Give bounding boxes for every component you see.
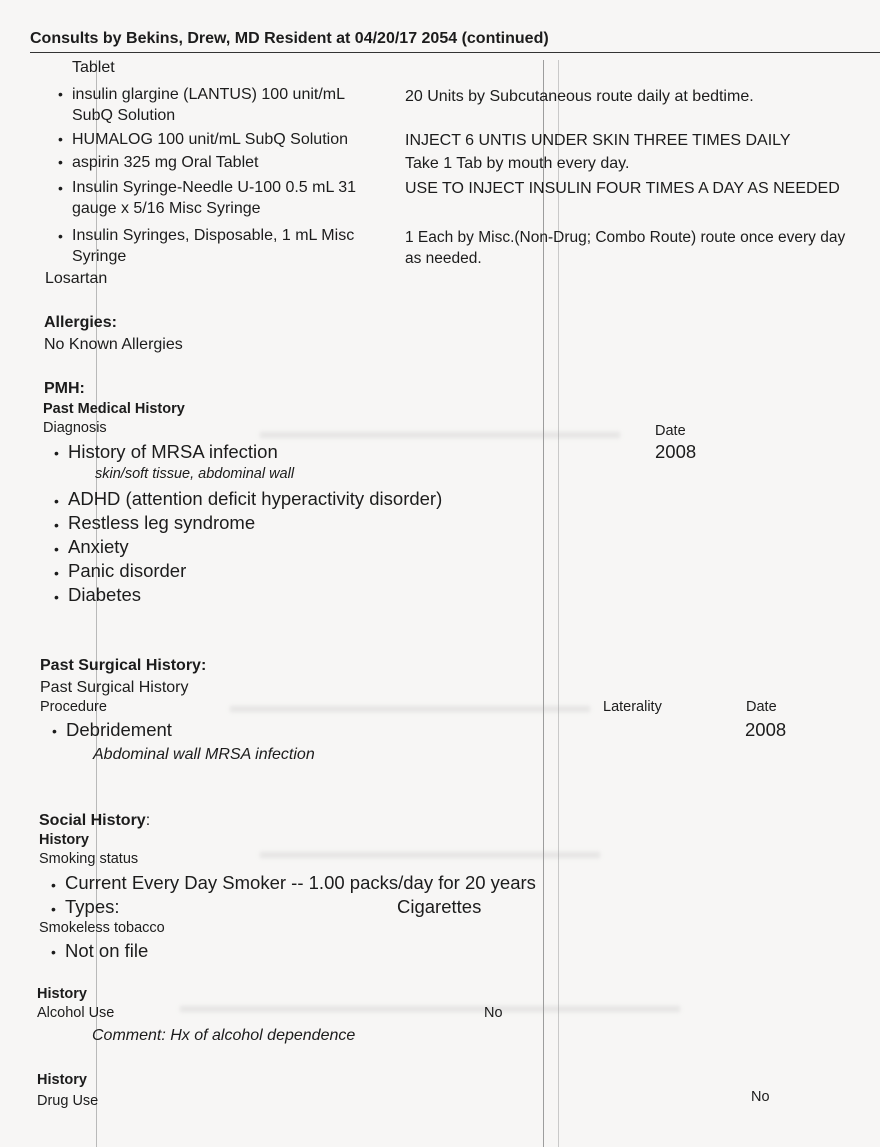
social-history-label: History [39, 832, 89, 848]
smoking-status-label: Smoking status [39, 851, 139, 867]
bullet-icon: • [54, 589, 59, 605]
bullet-icon: • [58, 131, 63, 147]
drug-use-value: No [751, 1089, 770, 1105]
bullet-icon: • [58, 154, 63, 170]
psh-subheading: Past Surgical History [40, 679, 189, 696]
pmh-item-mrsa-date: 2008 [655, 441, 697, 462]
pmh-heading: PMH: [44, 380, 85, 397]
medication-sig-syringes-disposable: 1 Each by Misc.(Non-Drug; Combo Route) route once every day as needed. [405, 229, 846, 267]
alcohol-use-comment: Comment: Hx of alcohol dependence [92, 1027, 356, 1044]
bullet-icon: • [54, 445, 59, 461]
scan-smudge [260, 432, 620, 438]
scan-fold-line [543, 60, 544, 1147]
bullet-icon: • [54, 541, 59, 557]
medication-sig-syringe-needle: USE TO INJECT INSULIN FOUR TIMES A DAY AS NEEDED [405, 180, 840, 197]
smoking-item-types-value: Cigarettes [397, 896, 482, 917]
pmh-item-mrsa: History of MRSA infection [68, 441, 278, 462]
medication-name-syringe-needle: Insulin Syringe-Needle U-100 0.5 mL 31 gauge x 5/16 Misc Syringe [72, 179, 357, 217]
bullet-icon: • [51, 877, 56, 893]
allergies-heading: Allergies: [44, 314, 117, 331]
bullet-icon: • [51, 944, 56, 960]
bullet-icon: • [54, 493, 59, 509]
medication-sig-lantus: 20 Units by Subcutaneous route daily at bedtime. [405, 88, 754, 105]
bullet-icon: • [51, 901, 56, 917]
smokeless-item: Not on file [65, 940, 149, 961]
psh-date-column-header: Date [746, 699, 777, 715]
scan-smudge [230, 706, 590, 712]
psh-item-debridement-comment: Abdominal wall MRSA infection [93, 746, 315, 763]
medication-extra: Losartan [45, 270, 108, 287]
smoking-item-current: Current Every Day Smoker -- 1.00 packs/day for 20 years [65, 872, 536, 893]
pmh-date-column-header: Date [655, 423, 686, 439]
scan-smudge [180, 1006, 680, 1012]
pmh-item-anxiety: Anxiety [68, 536, 129, 557]
medication-name-humalog: HUMALOG 100 unit/mL SubQ Solution [72, 131, 348, 148]
bullet-icon: • [52, 723, 57, 739]
header-title: Consults by Bekins, Drew, MD Resident at 04/20/17 2054 (continued) [30, 30, 549, 47]
medication-continued-text: Tablet [72, 59, 115, 76]
pmh-item-mrsa-comment: skin/soft tissue, abdominal wall [95, 466, 295, 482]
psh-item-debridement-date: 2008 [745, 719, 787, 740]
psh-heading: Past Surgical History: [40, 657, 207, 674]
pmh-subheading: Past Medical History [43, 401, 185, 417]
drug-use-label: Drug Use [37, 1093, 99, 1109]
pmh-item-panic: Panic disorder [68, 560, 187, 581]
psh-item-debridement: Debridement [66, 719, 172, 740]
psh-procedure-column-header: Procedure [40, 699, 107, 715]
medication-name-aspirin: aspirin 325 mg Oral Tablet [72, 154, 259, 171]
scan-smudge [260, 852, 600, 858]
bullet-icon: • [54, 565, 59, 581]
alcohol-history-label: History [37, 986, 87, 1002]
medication-name-syringes-disposable: Insulin Syringes, Disposable, 1 mL Misc Syringe [72, 227, 355, 265]
drug-history-label: History [37, 1072, 87, 1088]
social-history-heading: Social History: [39, 812, 151, 829]
pmh-item-restless-leg: Restless leg syndrome [68, 512, 256, 533]
smokeless-tobacco-label: Smokeless tobacco [39, 920, 165, 936]
pmh-item-diabetes: Diabetes [68, 584, 142, 605]
scan-fold-line [558, 60, 559, 1147]
allergies-value: No Known Allergies [44, 336, 183, 353]
medication-sig-aspirin: Take 1 Tab by mouth every day. [405, 155, 630, 172]
bullet-icon: • [58, 228, 63, 244]
medication-name-lantus: insulin glargine (LANTUS) 100 unit/mL SubQ Solution [72, 86, 346, 124]
pmh-item-adhd: ADHD (attention deficit hyperactivity disorder) [68, 488, 443, 509]
bullet-icon: • [58, 180, 63, 196]
pmh-diagnosis-column-header: Diagnosis [43, 420, 107, 436]
alcohol-use-label: Alcohol Use [37, 1005, 115, 1021]
bullet-icon: • [58, 86, 63, 102]
medication-sig-humalog: INJECT 6 UNTIS UNDER SKIN THREE TIMES DAILY [405, 132, 791, 149]
alcohol-use-value: No [484, 1005, 503, 1021]
psh-laterality-column-header: Laterality [603, 699, 662, 715]
bullet-icon: • [54, 517, 59, 533]
page-header [30, 30, 880, 53]
smoking-item-types: Types: [65, 896, 120, 917]
